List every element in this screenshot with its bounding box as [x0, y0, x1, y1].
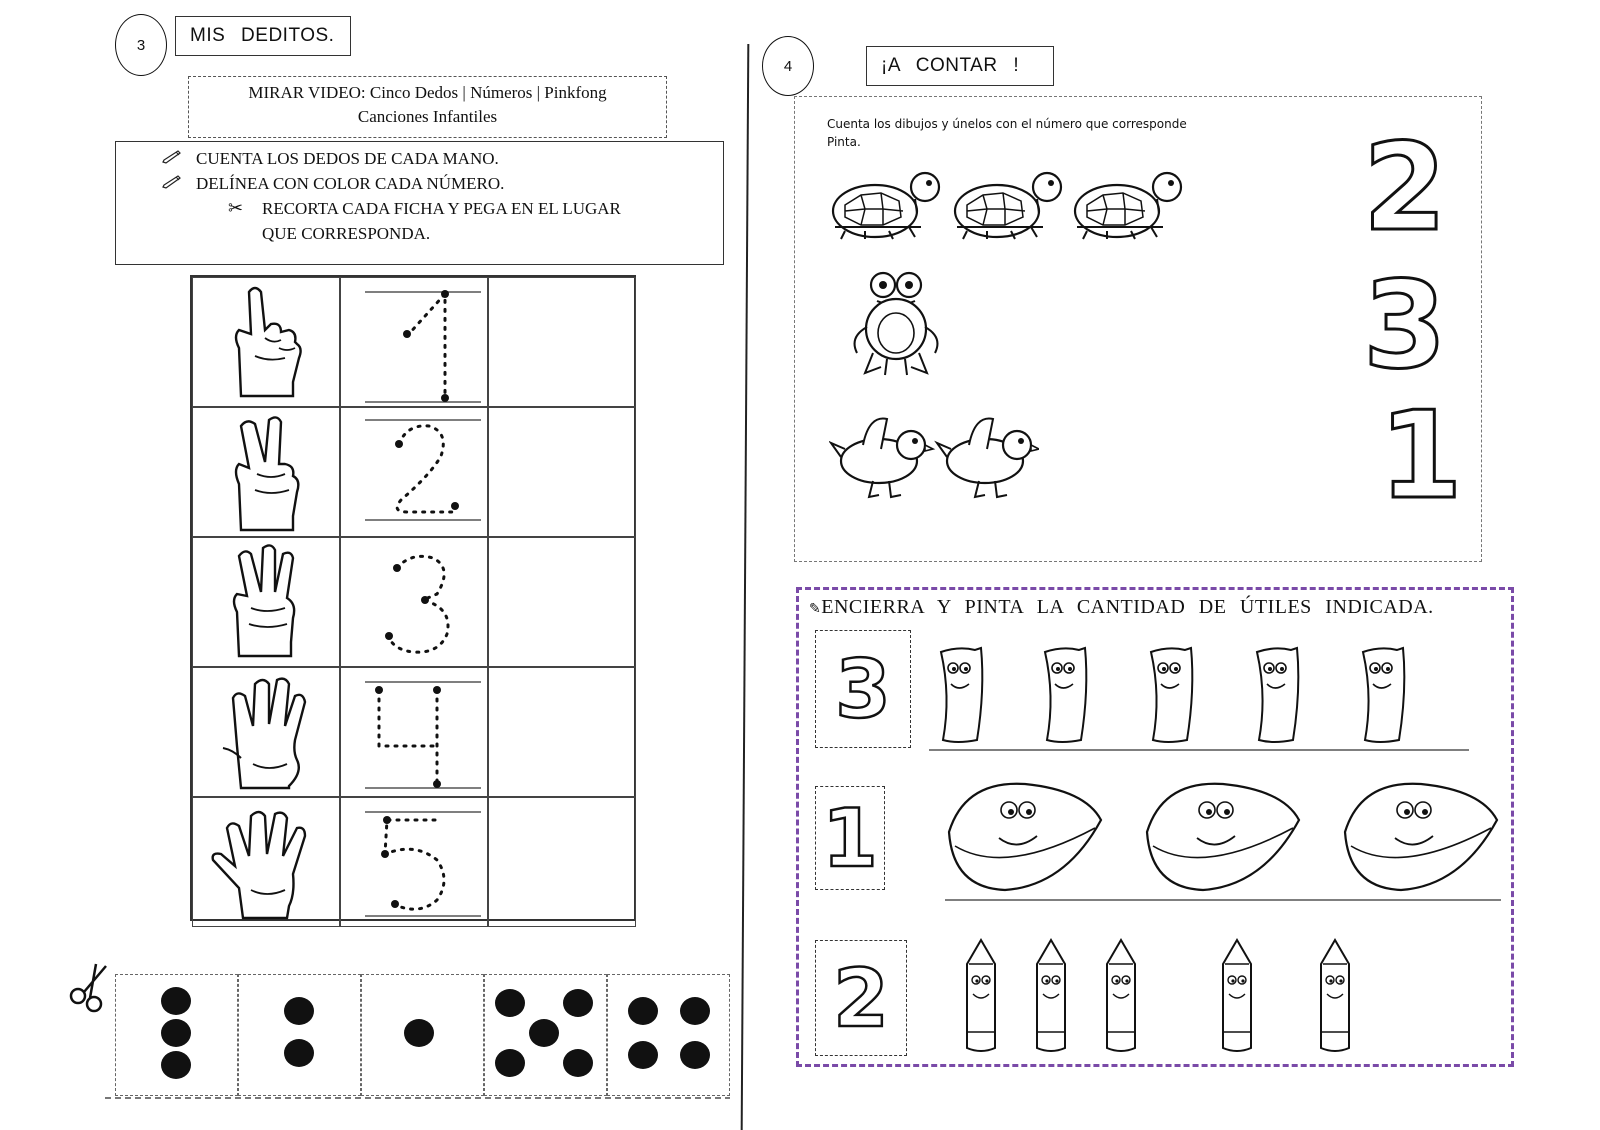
number-box-1: 1 — [815, 786, 885, 890]
activity-number-4: 4 — [762, 36, 814, 96]
turtle-row — [825, 165, 1195, 245]
pencil-icon: ✎ — [809, 601, 822, 617]
outline-number-3: 3 — [1363, 257, 1447, 396]
cut-line — [105, 1097, 730, 1099]
dotted-number-1 — [341, 278, 487, 406]
paste-cell[interactable] — [488, 797, 636, 927]
paste-cell[interactable] — [488, 277, 636, 407]
bird-row — [829, 409, 1039, 505]
activity-title-mis-deditos: MIS DEDITOS. — [175, 16, 351, 56]
hand-cell — [192, 407, 340, 537]
counting-instruction: Cuenta los dibujos y únelos con el número que corresponde — [827, 117, 1187, 131]
scissors-icon — [66, 960, 112, 1016]
hand-two-fingers-icon — [193, 408, 339, 536]
dot-card-2[interactable] — [238, 974, 361, 1096]
cut-out-cards — [115, 974, 730, 1096]
outline-number-2: 2 — [1363, 119, 1447, 258]
instruction-item: QUE CORRESPONDA. — [262, 224, 431, 243]
scissors-icon: ✂ — [228, 198, 244, 219]
encierra-title: ✎ENCIERRA Y PINTA LA CANTIDAD DE ÚTILES INDICADA. — [809, 596, 1434, 618]
instruction-item: DELÍNEA CON COLOR CADA NÚMERO. — [196, 171, 723, 196]
hand-cell — [192, 277, 340, 407]
encierra-panel — [796, 587, 1514, 1067]
hand-cell — [192, 537, 340, 667]
number-box-2: 2 — [815, 940, 907, 1056]
hand-one-finger-icon — [193, 278, 339, 406]
trace-number-cell — [340, 797, 488, 927]
frog-icon — [843, 267, 953, 379]
hand-four-fingers-icon — [193, 668, 339, 796]
pencil-icon — [162, 146, 184, 171]
dot-card-5[interactable] — [484, 974, 607, 1096]
dotted-number-3 — [341, 538, 487, 666]
trace-number-cell — [340, 667, 488, 797]
trace-number-cell — [340, 277, 488, 407]
dot-card-3[interactable] — [115, 974, 238, 1096]
turtle-icon — [825, 165, 1195, 245]
trace-number-cell — [340, 407, 488, 537]
dot-card-6[interactable] — [607, 974, 730, 1096]
paste-cell[interactable] — [488, 407, 636, 537]
instructions-box — [115, 141, 724, 265]
pencil-icon — [162, 171, 184, 196]
instruction-item: ✂ RECORTA CADA FICHA Y PEGA EN EL LUGAR — [228, 198, 621, 219]
dotted-number-4 — [341, 668, 487, 796]
paste-cell[interactable] — [488, 537, 636, 667]
counting-panel — [794, 96, 1482, 562]
outline-number-1: 1 — [1379, 387, 1463, 526]
eraser-row — [929, 640, 1479, 752]
video-line-1: MIRAR VIDEO: Cinco Dedos | Números | Pinkfong — [248, 83, 607, 102]
dot-card-1[interactable] — [361, 974, 484, 1096]
trace-number-cell — [340, 537, 488, 667]
bird-icon — [829, 409, 1039, 505]
hand-five-fingers-icon — [193, 798, 339, 926]
hand-cell — [192, 797, 340, 927]
hand-three-fingers-icon — [193, 538, 339, 666]
video-instruction-box — [188, 76, 667, 138]
activity-number-3: 3 — [115, 14, 167, 76]
video-line-2: Canciones Infantiles — [357, 107, 498, 126]
number-box-3: 3 — [815, 630, 911, 748]
instruction-item: CUENTA LOS DEDOS DE CADA MANO. — [196, 146, 723, 171]
dotted-number-2 — [341, 408, 487, 536]
hand-cell — [192, 667, 340, 797]
crayon-row — [961, 936, 1501, 1058]
activity-title-a-contar: ¡A CONTAR ! — [866, 46, 1054, 86]
page-divider — [741, 44, 750, 1130]
fingers-grid — [190, 275, 636, 921]
counting-instruction-2: Pinta. — [827, 135, 861, 149]
dotted-number-5 — [341, 798, 487, 926]
pencil-case-row — [945, 776, 1505, 902]
paste-cell[interactable] — [488, 667, 636, 797]
